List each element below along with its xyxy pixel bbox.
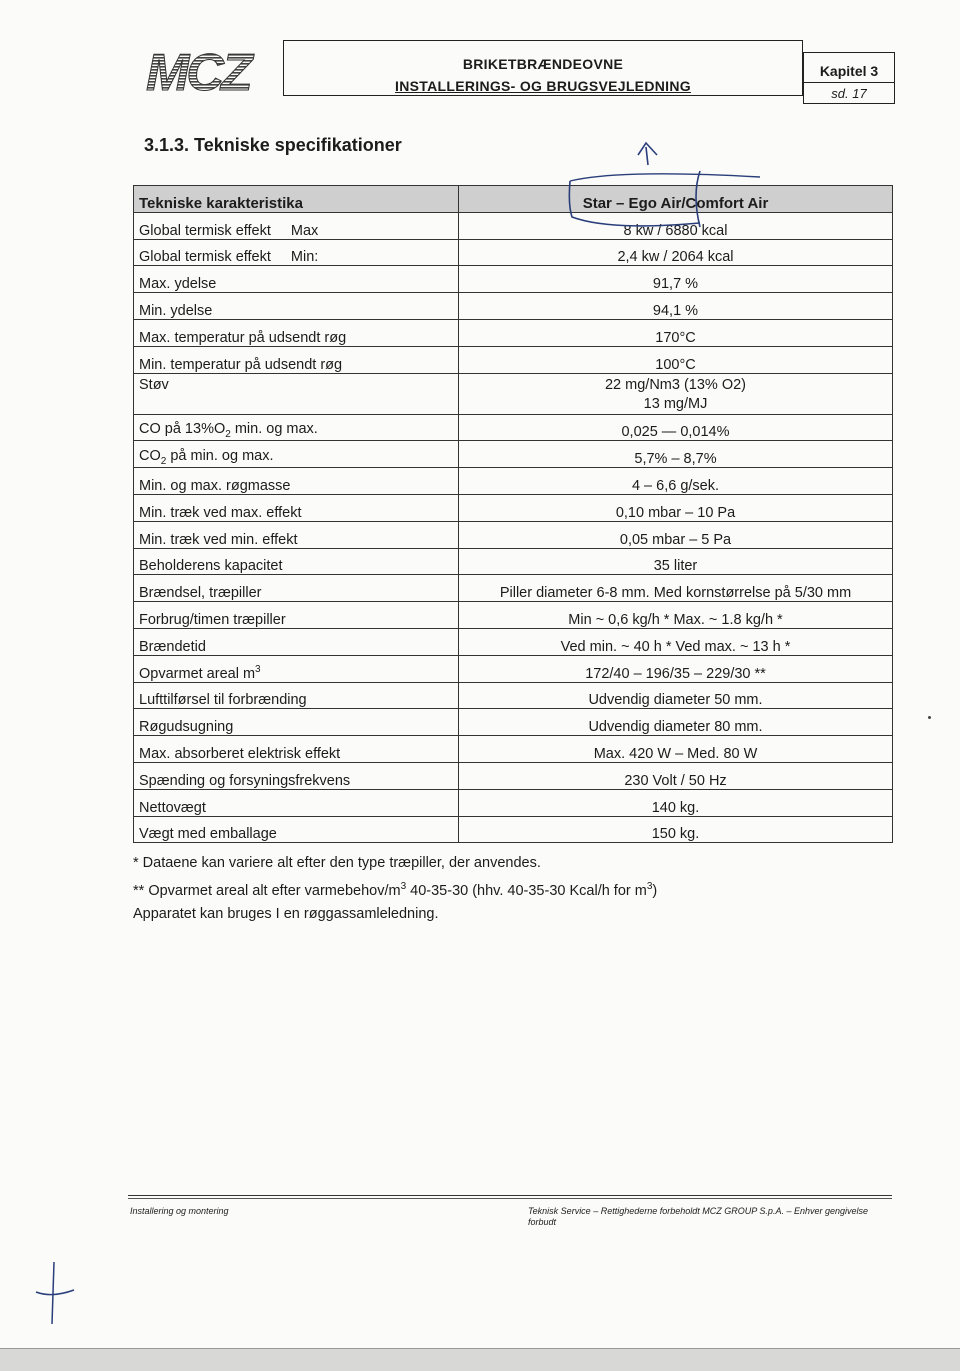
- row-label: Brændetid: [134, 628, 459, 655]
- table-row: [134, 468, 893, 495]
- row-label: Støv: [134, 373, 459, 414]
- table-row: [134, 762, 893, 789]
- row-value: 0,025 — 0,014%: [459, 414, 893, 441]
- svg-text:MCZ: MCZ: [146, 44, 250, 98]
- scan-speck: [928, 716, 931, 719]
- table-row: [134, 789, 893, 816]
- footer-rule-thin: [128, 1198, 892, 1199]
- row-label: Max. temperatur på udsendt røg: [134, 319, 459, 346]
- note-2: ** Opvarmet areal alt efter varmebehov/$m^3$ 40-35-30 (hhv. 40-35-30 Kcal/h for $m^3$): [133, 881, 658, 899]
- col-header-model: Star – Ego Air/Comfort Air: [459, 186, 893, 213]
- table-row: [134, 655, 893, 682]
- table-row: [134, 346, 893, 373]
- table-row: [134, 239, 893, 266]
- row-label: Forbrug/timen træpiller: [134, 602, 459, 629]
- row-label: Beholderens kapacitet: [134, 548, 459, 575]
- row-label: Min. træk ved max. effekt: [134, 494, 459, 521]
- table-row: [134, 266, 893, 293]
- row-value: 22 mg/Nm3 (13% O2) 13 mg/MJ: [459, 373, 893, 414]
- row-label: Min. og max. røgmasse: [134, 468, 459, 495]
- row-value: 140 kg.: [459, 789, 893, 816]
- mcz-logo: [144, 42, 282, 98]
- row-label: $CO_2$ på min. og max.: [134, 441, 459, 468]
- row-label: Vægt med emballage: [134, 816, 459, 843]
- row-value: Piller diameter 6-8 mm. Med kornstørrelse på 5/30 mm: [459, 575, 893, 602]
- table-row: [134, 441, 893, 468]
- note-1: * Dataene kan variere alt efter den type træpiller, der anvendes.: [133, 855, 541, 871]
- footer-right: Teknisk Service – Rettighederne forbeholdt MCZ GROUP S.p.A. – Enhver gengivelse forbudt: [528, 1206, 869, 1227]
- row-value: Udvendig diameter 50 mm.: [459, 682, 893, 709]
- page-number: sd. 17: [831, 86, 867, 101]
- table-row: [134, 736, 893, 763]
- row-value: Min ~ 0,6 kg/h * Max. ~ 1.8 kg/h *: [459, 602, 893, 629]
- header-title: BRIKETBRÆNDEOVNE: [462, 56, 624, 72]
- table-row: [134, 628, 893, 655]
- handwritten-margin-mark: [30, 1258, 80, 1328]
- row-value: 2,4 kw / 2064 kcal: [459, 239, 893, 266]
- row-value: 150 kg.: [459, 816, 893, 843]
- table-row: [134, 575, 893, 602]
- table-row: [134, 548, 893, 575]
- row-value: 94,1 %: [459, 293, 893, 320]
- row-value: 0,05 mbar – 5 Pa: [459, 521, 893, 548]
- spec-table: [133, 185, 893, 843]
- row-label: CO på $13\%O_2$ min. og max.: [134, 414, 459, 441]
- row-value: 4 – 6,6 g/sek.: [459, 468, 893, 495]
- row-value: 8 kw / 6880 kcal: [459, 212, 893, 239]
- row-value: Max. 420 W – Med. 80 W: [459, 736, 893, 763]
- row-label: Røgudsugning: [134, 709, 459, 736]
- row-label: Nettovægt: [134, 789, 459, 816]
- header-subtitle: INSTALLERINGS- OG BRUGSVEJLEDNING: [395, 78, 691, 94]
- row-label: Min. træk ved min. effekt: [134, 521, 459, 548]
- table-row: [134, 816, 893, 843]
- row-value: 172/40 – 196/35 – 229/30 **: [459, 655, 893, 682]
- table-row: [134, 521, 893, 548]
- row-label: Lufttilførsel til forbrænding: [134, 682, 459, 709]
- table-header-row: [134, 186, 893, 213]
- scan-edge: [0, 1348, 960, 1371]
- footer-left: Installering og montering: [130, 1206, 229, 1216]
- row-label: Max. absorberet elektrisk effekt: [134, 736, 459, 763]
- document-header: [283, 40, 803, 96]
- table-row: [134, 319, 893, 346]
- row-label: Global termisk effekt Max: [134, 212, 459, 239]
- row-label: Spænding og forsyningsfrekvens: [134, 762, 459, 789]
- row-label: Max. ydelse: [134, 266, 459, 293]
- row-label: Brændsel, træpiller: [134, 575, 459, 602]
- table-row: [134, 602, 893, 629]
- row-value: Ved min. ~ 40 h * Ved max. ~ 13 h *: [459, 628, 893, 655]
- table-row: [134, 682, 893, 709]
- chapter-label: Kapitel 3: [804, 63, 894, 83]
- table-row: [134, 373, 893, 414]
- row-label: Opvarmet areal $m^3$: [134, 655, 459, 682]
- row-label: Min. temperatur på udsendt røg: [134, 346, 459, 373]
- table-row: [134, 414, 893, 441]
- table-row: [134, 494, 893, 521]
- table-row: [134, 212, 893, 239]
- row-value: 5,7% – 8,7%: [459, 441, 893, 468]
- table-row: [134, 709, 893, 736]
- table-row: [134, 293, 893, 320]
- section-title: 3.1.3. Tekniske specifikationer: [144, 135, 402, 155]
- notes: [133, 852, 657, 926]
- footer-rule: [128, 1195, 892, 1196]
- note-3: Apparatet kan bruges I en røggassamleledning.: [133, 905, 439, 922]
- row-label: Min. ydelse: [134, 293, 459, 320]
- row-value: 170°C: [459, 319, 893, 346]
- row-value: 35 liter: [459, 548, 893, 575]
- row-value: Udvendig diameter 80 mm.: [459, 709, 893, 736]
- row-value: 0,10 mbar – 10 Pa: [459, 494, 893, 521]
- chapter-box: [803, 52, 895, 104]
- row-value: 230 Volt / 50 Hz: [459, 762, 893, 789]
- row-value: 91,7 %: [459, 266, 893, 293]
- row-label: Global termisk effekt Min:: [134, 239, 459, 266]
- col-header-characteristics: Tekniske karakteristika: [134, 186, 459, 213]
- row-value: 100°C: [459, 346, 893, 373]
